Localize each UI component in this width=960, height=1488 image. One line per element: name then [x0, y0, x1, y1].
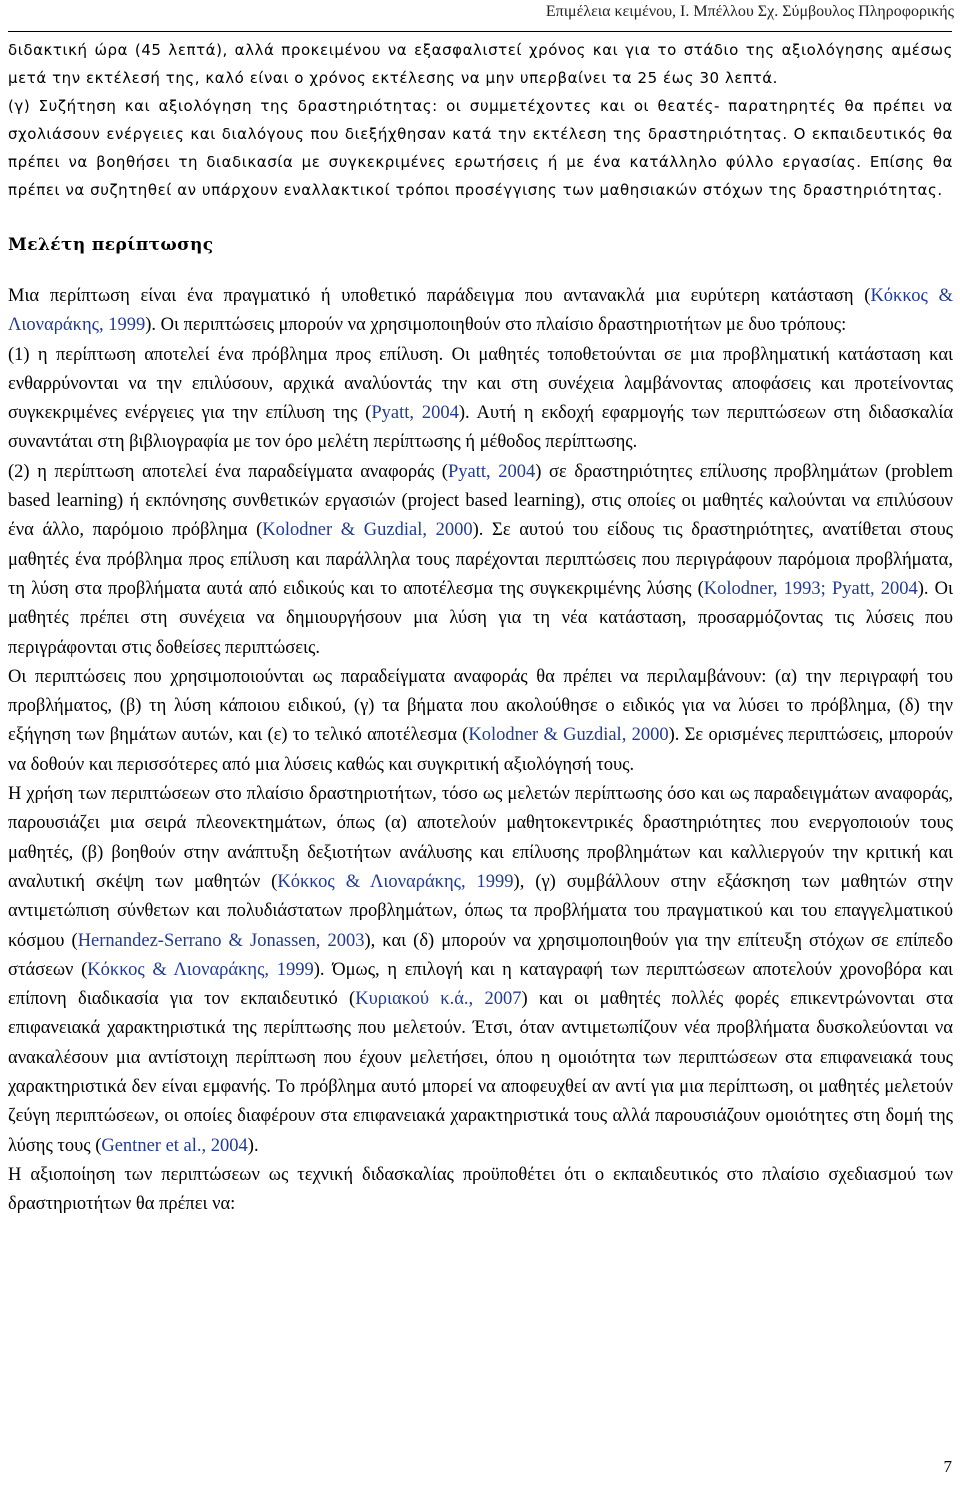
- citation: Κυριακού κ.ά., 2007: [355, 989, 522, 1010]
- text-run: (1) η περίπτωση αποτελεί ένα πρόβλημα προς επίλυση. Οι μαθητές τοποθετούνται σε μια προβληματική κατάσταση και ενθαρρύνονται να την επιλύσουν, αρχικά αναλύοντάς την και στη συνέχεια λαμβάνοντας αποφάσεις και προτείνοντας συγκεκριμένες ενέργειες για την επίλυση της (: [8, 344, 953, 424]
- text-run: ) σε δραστηριότητες επίλυσης προβλημάτων (problem based learning) ή εκπόνησης συνθετικών εργασιών (project based learning), στις οποίες οι μαθητές καλούνται να επιλύσουν ένα άλλο, παρόμοιο πρόβλημα (: [8, 461, 953, 541]
- citation: Hernandez-Serrano & Jonassen, 2003: [77, 930, 365, 951]
- text-run: ). Όμως, η επιλογή και η καταγραφή των περιπτώσεων αποτελούν χρονοβόρα και επίπονη διαδικασία για τον εκπαιδευτικό (: [8, 959, 953, 1010]
- paragraph-case-as-reference: [8, 458, 953, 663]
- text-run: Η αξιοποίηση των περιπτώσεων ως τεχνική διδασκαλίας προϋποθέτει ότι ο εκπαιδευτικός στο πλαίσιο σχεδιασμού των δραστηριοτήτων θα πρέπει να:: [8, 1164, 953, 1215]
- text-run: ), (γ) συμβάλλουν στην εξάσκηση των μαθητών στην αντιμετώπιση σύνθετων και πολυδιάστατων προβλημάτων, όπως τα προβλήματα του πραγματικού και του επαγγελματικού κόσμου (: [8, 871, 953, 951]
- citation: Kolodner, 1993; Pyatt, 2004: [703, 578, 918, 599]
- citation: Κόκκος & Λιοναράκης, 1999: [87, 959, 314, 980]
- text-run: ) και οι μαθητές πολλές φορές επικεντρώνονται στα επιφανειακά χαρακτηριστικά της περίπτωσης που μελετούν. Έτσι, όταν αντιμετωπίζουν νέα προβλήματα δυσκολεύονται να ανακαλέσουν μια αντίστοιχη περίπτωση που έχουν μελετήσει, όπου η ομοιότητα των περιπτώσεων στα επιφανειακά τους χαρακτηριστικά δεν είναι εμφανής. Το πρόβλημα αυτό μπορεί να αποφευχθεί αν αντί για μια περίπτωση, οι μαθητές μελετούν ζεύγη περιπτώσεων, οι οποίες διαφέρουν στα επιφανειακά χαρακτηριστικά τους αλλά παρουσιάζουν ομοιότητες στη δομή της λύσης τους (: [8, 989, 954, 1156]
- section-heading: Μελέτη περίπτωσης: [8, 235, 214, 255]
- paragraph-advantages: [8, 780, 953, 1161]
- citation: Kolodner & Guzdial, 2000: [262, 520, 473, 541]
- paragraph-teacher-requirements: [8, 1161, 953, 1220]
- running-header: Επιμέλεια κειμένου, Ι. Μπέλλου Σχ. Σύμβουλος Πληροφορικής: [545, 3, 954, 20]
- text-run: Μια περίπτωση είναι ένα πραγματικό ή υποθετικό παράδειγμα που αντανακλά μια ευρύτερη κατάσταση (: [8, 286, 871, 306]
- text-run: ). Σε αυτού του είδους τις δραστηριότητες, ανατίθεται στους μαθητές ένα πρόβλημα προς επίλυση και παράλληλα τους παρέχονται περιπτώσεις που περιγράφουν παρόμοια προβλήματα, τη λύση στα προβλήματα αυτά από ειδικούς και το αποτέλεσμα της συγκεκριμένης λύσης (: [8, 520, 953, 599]
- intro-paragraph-1: διδακτική ώρα (45 λεπτά), αλλά προκειμένου να εξασφαλιστεί χρόνος και για το στάδιο της αξιολόγησης αμέσως μετά την εκτέλεσή της, καλό είναι ο χρόνος εκτέλεσης να μην υπερβαίνει τα 25 έως 30 λεπτά.: [8, 41, 953, 87]
- citation: Κόκκος & Λιοναράκης, 1999: [8, 286, 953, 336]
- paragraph-case-as-problem: [8, 341, 953, 458]
- text-run: ). Οι μαθητές πρέπει στη συνέχεια να δημιουργήσουν μια λύση για τη νέα κατάσταση, προσαρμόζοντας τις λύσεις που περιγράφονται στις δοθείσες περιπτώσεις.: [8, 578, 953, 658]
- text-run: ), και (δ) μπορούν να χρησιμοποιηθούν για την επίτευξη στόχων σε επίπεδο στάσεων (: [8, 930, 953, 980]
- paragraph-reference-contents: [8, 663, 953, 780]
- text-run: (2) η περίπτωση αποτελεί ένα παραδείγματα αναφοράς (: [8, 461, 448, 482]
- text-run: Η χρήση των περιπτώσεων στο πλαίσιο δραστηριοτήτων, τόσο ως μελετών περίπτωσης όσο και ως παραδειγμάτων αναφοράς, παρουσιάζει μια σειρά πλεονεκτημάτων, όπως (α) αποτελούν μαθητοκεντρικές δραστηριότητες που ενεργοποιούν τους μαθητές, (β) βοηθούν στην ανάπτυξη δεξιοτήτων ανάλυσης και επίλυσης προβλημάτων και καλλιεργούν την κριτική και αναλυτική σκέψη των μαθητών (: [8, 784, 953, 892]
- paragraph-case-definition: [8, 282, 953, 341]
- text-run: ). Σε ορισμένες περιπτώσεις, μπορούν να δοθούν και περισσότερες από μια λύσεις καθώς και συγκριτική αξιολόγησή τους.: [8, 725, 954, 775]
- text-run: ). Αυτή η εκδοχή εφαρμογής των περιπτώσεων στη διδασκαλία συναντάται στη βιβλιογραφία με τον όρο μελέτη περίπτωσης ή μέθοδος περίπτωσης.: [8, 403, 954, 453]
- citation: Kolodner & Guzdial, 2000: [468, 725, 669, 746]
- citation: Pyatt, 2004: [371, 403, 459, 424]
- intro-paragraph-2: (γ) Συζήτηση και αξιολόγηση της δραστηριότητας: οι συμμετέχοντες και οι θεατές- παρατηρητές θα πρέπει να σχολιάσουν ενέργειες και διαλόγους που διεξήχθησαν κατά την εκτέλεση της δραστηριότητας. Ο εκπαιδευτικός θα πρέπει να βοηθήσει τη διαδικασία με συγκεκριμένες ερωτήσεις ή με ένα κατάλληλο φύλλο εργασίας. Επίσης θα πρέπει να συζητηθεί αν υπάρχουν εναλλακτικοί τρόποι προσέγγισης των μαθησιακών στόχων της δραστηριότητας.: [8, 97, 953, 199]
- text-run: ). Οι περιπτώσεις μπορούν να χρησιμοποιηθούν στο πλαίσιο δραστηριοτήτων με δυο τρόπους:: [145, 315, 847, 336]
- citation: Κόκκος & Λιοναράκης, 1999: [277, 871, 514, 892]
- header-rule: [8, 31, 952, 32]
- page-number: 7: [943, 1457, 952, 1476]
- text-run: ).: [247, 1135, 259, 1156]
- text-run: Οι περιπτώσεις που χρησιμοποιούνται ως παραδείγματα αναφοράς θα πρέπει να περιλαμβάνουν: (α) την περιγραφή του προβλήματος, (β) τη λύση κάποιου ειδικού, (γ) τα βήματα που ακολούθησε ο ειδικός για να λύσει το πρόβλημα, (δ) την εξήγηση των βημάτων αυτών, και (ε) το τελικό αποτέλεσμα (: [8, 666, 953, 746]
- citation: Pyatt, 2004: [447, 461, 536, 482]
- page-body: [8, 36, 953, 1220]
- citation: Gentner et al., 2004: [101, 1135, 248, 1156]
